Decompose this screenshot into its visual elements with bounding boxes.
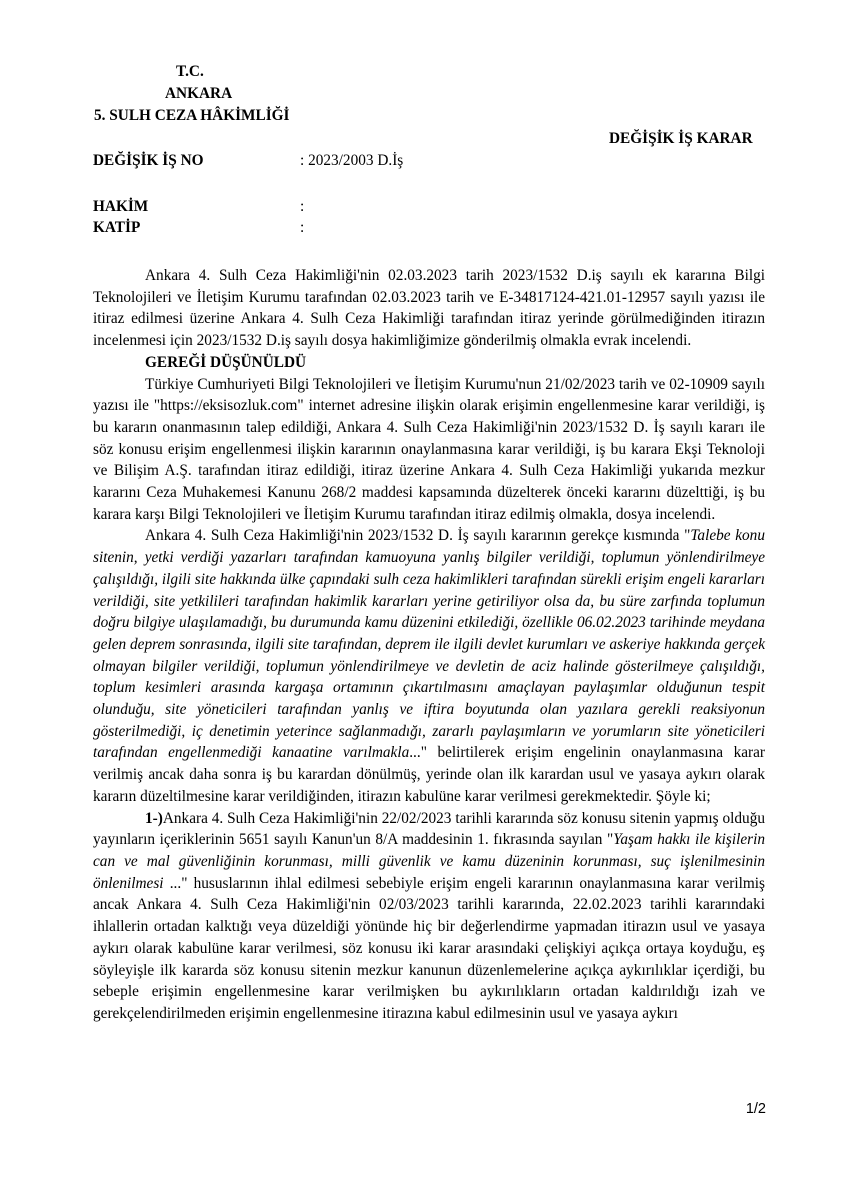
section-heading: GEREĞİ DÜŞÜNÜLDÜ [145,353,307,371]
judge-label: HAKİM [93,198,149,215]
header-city: ANKARA [165,85,233,102]
header-country: T.C. [176,63,204,80]
judge-value: : [300,198,305,215]
clerk-value: : [300,219,305,236]
case-no-value: : 2023/2003 D.İş [300,152,404,169]
document-body [93,265,765,1025]
reasoning-conclusion: ..." belirtilerek erişim engelinin onaylanmasına karar verilmiş ancak daha sonra iş bu karardan dönülmüş, yerinde olan ilk karardan usul ve yasaya aykırı olarak kararın düzeltilmesine karar verildiğinden, itirazın kabulüne karar verilmesi gerekmektedir. Şöyle ki; [93,744,765,805]
paragraph-reasoning [93,525,765,807]
paragraph-objection-summary: Ankara 4. Sulh Ceza Hakimliği'nin 02.03.2023 tarih 2023/1532 D.iş sayılı ek kararına Bilgi Teknolojileri ve İletişim Kurumu tarafından 02.03.2023 tarih ve E-34817124-421.01-12957 sayılı yazısı ile itiraz edilmesi üzerine Ankara 4. Sulh Ceza Hakimliği tarafından itiraz yerinde görülmediğinden itirazın incelenmesi için 2023/1532 D.iş sayılı dosya hakimliğimize gönderilmiş olmakla evrak incelendi. [93,267,765,350]
document-type: DEĞİŞİK İŞ KARAR [609,130,753,147]
clerk-label: KATİP [93,219,141,236]
point-number: 1-) [145,809,163,827]
reasoning-intro: Ankara 4. Sulh Ceza Hakimliği'nin 2023/1532 D. İş sayılı kararının gerekçe kısmında " [145,527,691,545]
page-number: 1/2 [745,1101,766,1117]
reasoning-quote: Talebe konu sitenin, yetki verdiği yazarları tarafından kamuoyuna yanlış bilgiler verildiği, toplumun yönlendirilmeye çalışıldığı, ilgili site hakkında ülke çapındaki sulh ceza hakimlikleri tarafından sürekli erişim engeli kararları verildiği, site yetkilileri tarafından hakimlik kararları yerine getiriliyor olsa da, bu süre zarfında toplumun doğru bilgiye ulaşılamadığı, bu durumunda kamu düzenini etkilediği, özellikle 06.02.2023 tarihinde meydana gelen deprem sonrasında, ilgili site tarafından, deprem ile ilgili devlet kurumları ve askeriye hakkında gerçek olmayan bilgiler verildiği, toplumun yönlendirilmeye ve devletin de aciz halinde gösterilmeye çalışıldığı, toplum kesimleri arasında kargaşa ortamının çıkartılmasını amaçlayan paylaşımlar olduğunun tespit olunduğu, site yöneticileri tarafından yanlış ve iftira boyutunda olan yazılara gerekli reaksiyonun gösterilmediği, iç denetimin yeterince sağlanmadığı, zararlı paylaşımların ve yorumların site yöneticileri tarafından engellenmediği kanaatine varılmakla [93,527,765,762]
paragraph-case-history: Türkiye Cumhuriyeti Bilgi Teknolojileri ve İletişim Kurumu'nun 21/02/2023 tarih ve 02-10909 sayılı yazısı ile "https://eksisozluk.com" internet adresine ilişkin olarak erişimin engellenmesine karar verildiği, iş bu kararın onanmasının talep edildiği, Ankara 4. Sulh Ceza Hakimliği'nin 2023/1532 D. İş sayılı kararı ile söz konusu erişim engellenmesi ilişkin kararının onaylanmasına karar verildiği, iş bu karara Ekşi Teknoloji ve Bilişim A.Ş. tarafından itiraz edildiği, itiraz üzerine Ankara 4. Sulh Ceza Hakimliği yukarıda mezkur kararını Ceza Muhakemesi Kanunu 268/2 maddesi kapsamında düzelterek önceki kararını düzelttiği, iş bu karara karşı Bilgi Teknolojileri ve İletişim Kurumu tarafından itiraz edilmiş olmakla, dosya incelendi. [93,375,765,523]
case-no-label: DEĞİŞİK İŞ NO [93,152,204,169]
point-1-intro: Ankara 4. Sulh Ceza Hakimliği'nin 22/02/2023 tarihli kararında söz konusu sitenin yapmış olduğu yayınların içeriklerinin 5651 sayılı Kanun'un 8/A maddesinin 1. fıkrasında sayılan " [93,809,765,849]
point-1-body: ..." hususlarının ihlal edilmesi sebebiyle erişim engeli kararının onaylanmasına karar verilmiş ancak Ankara 4. Sulh Ceza Hakimliği'nin 02/03/2023 tarihli kararında, 22.02.2023 tarihli kararındaki ihlallerin ortadan kalktığı veya düzeldiği yönünde hiç bir değerlendirme yapmadan itirazın usul ve yasaya aykırı olarak kabulüne karar verilmesi, söz konusu iki karar arasındaki çelişkiyi açıkça ortaya koyduğu, eş söyleyişle ilk kararda söz konusu sitenin mezkur kanunun düzenlemelerine açıkça aykırılıklar içerdiği, bu sebeple erişimin engellenmesine karar verilmişken bu aykırılıkların ortadan kaldırıldığı izah ve gerekçelendirilmeden erişimin engellenmesine itirazına kabul edilmesinin usul ve yasaya aykırı [93,874,765,1022]
header-court: 5. SULH CEZA HÂKİMLİĞİ [94,107,290,124]
point-1-quote: Yaşam hakkı ile kişilerin can ve mal güvenliğinin korunması, milli güvenlik ve kamu düzeninin korunması, suç işlenilmesinin önlenilmesi [93,831,765,892]
paragraph-point-1 [93,808,765,1025]
